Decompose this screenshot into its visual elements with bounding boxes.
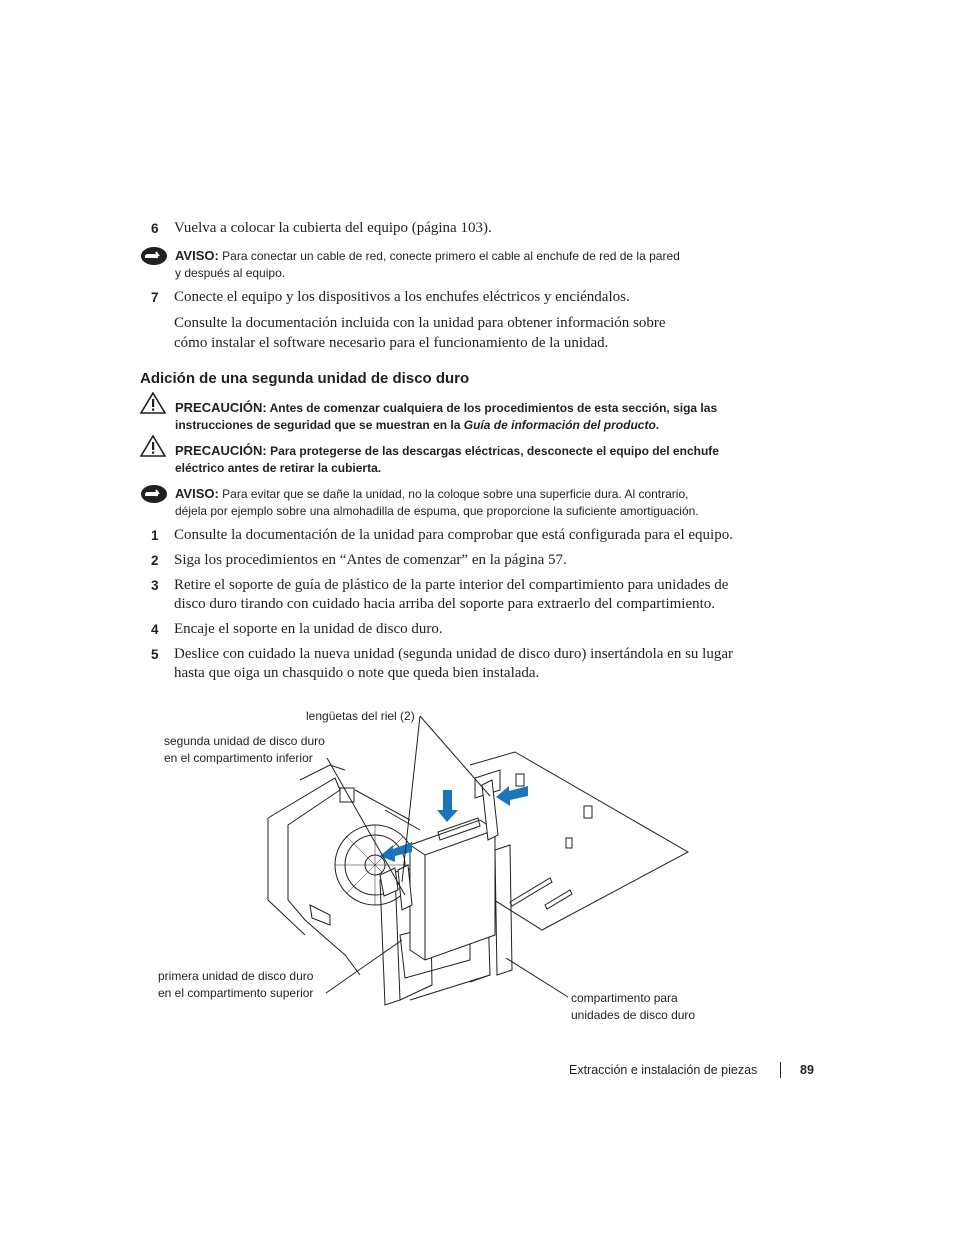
step-text: Consulte la documentación de la unidad para comprobar que está configurada para el equipo.: [174, 527, 733, 543]
step-text: Deslice con cuidado la nueva unidad (segunda unidad de disco duro) insertándola en su lugar hasta que oiga un chasquido o note que queda bien instalada.: [174, 646, 733, 681]
page-number: 89: [800, 1063, 814, 1077]
step-text: Siga los procedimientos en “Antes de comenzar” en la página 57.: [174, 552, 567, 568]
notice-text: AVISO: Para evitar que se dañe la unidad, no la coloque sobre una superficie dura. Al contrario, déjela por ejemplo sobre una almohadilla de espuma, que proporcione la suficiente amortiguación.: [175, 486, 699, 518]
callout-first-drive: primera unidad de disco duro en el compartimento superior: [158, 969, 314, 1000]
footer-divider: [780, 1062, 781, 1078]
caution-text: PRECAUCIÓN: Antes de comenzar cualquiera de los procedimientos de esta sección, siga las instrucciones de seguridad que se muestran en la Guía de información del producto.: [175, 400, 718, 432]
footer-section-name: Extracción e instalación de piezas: [569, 1063, 758, 1077]
section-heading: Adición de una segunda unidad de disco duro: [140, 370, 470, 387]
step-number: 3: [151, 578, 159, 593]
step-text: Retire el soporte de guía de plástico de la parte interior del compartimiento para unidades de disco duro tirando con cuidado hacia arriba del soporte para extraerlo del compartimiento.: [174, 577, 729, 612]
step-text: Encaje el soporte en la unidad de disco duro.: [174, 621, 443, 637]
caution-text: PRECAUCIÓN: Para protegerse de las descargas eléctricas, desconecte el equipo del enchufe eléctrico antes de retirar la cubierta.: [175, 443, 719, 475]
step-paragraph: Consulte la documentación incluida con la unidad para obtener información sobre cómo instalar el software necesario para el funcionamiento de la unidad.: [174, 315, 666, 351]
callout-drive-bay: compartimento para unidades de disco duro: [571, 991, 696, 1022]
step-number: 4: [151, 622, 159, 637]
step-number: 6: [151, 221, 159, 236]
step-number: 1: [151, 528, 159, 543]
step-number: 7: [151, 290, 159, 305]
step-text: Conecte el equipo y los dispositivos a los enchufes eléctricos y enciéndalos.: [174, 289, 630, 305]
notice-text: AVISO: Para conectar un cable de red, conecte primero el cable al enchufe de red de la pared y después al equipo.: [175, 248, 680, 280]
step-text: Vuelva a colocar la cubierta del equipo (página 103).: [174, 220, 492, 236]
callout-rail-tabs: lengüetas del riel (2): [306, 709, 415, 723]
callout-second-drive: segunda unidad de disco duro en el compartimento inferior: [164, 734, 325, 765]
step-number: 5: [151, 647, 159, 662]
step-number: 2: [151, 553, 159, 568]
